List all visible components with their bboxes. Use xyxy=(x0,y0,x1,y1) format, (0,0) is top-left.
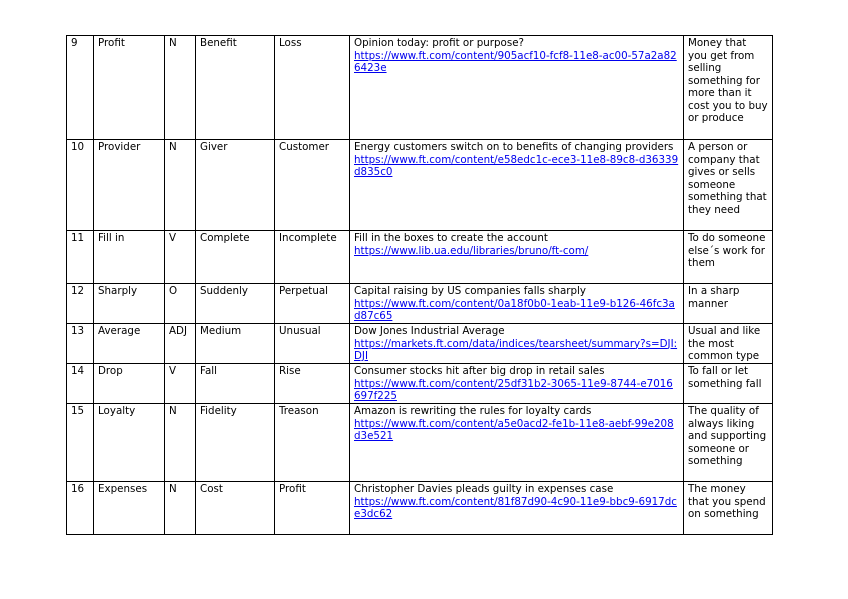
part-of-speech: ADJ xyxy=(165,324,196,364)
part-of-speech: V xyxy=(165,364,196,404)
part-of-speech: N xyxy=(165,140,196,231)
vocabulary-word: Provider xyxy=(94,140,165,231)
table-row xyxy=(67,324,773,364)
example-sentence: Opinion today: profit or purpose? xyxy=(354,37,524,49)
table-row xyxy=(67,404,773,482)
vocabulary-word: Sharply xyxy=(94,284,165,324)
antonym: Unusual xyxy=(275,324,350,364)
row-number: 11 xyxy=(67,231,94,284)
vocabulary-word: Loyalty xyxy=(94,404,165,482)
vocabulary-word: Expenses xyxy=(94,482,165,535)
definition: To fall or let something fall xyxy=(684,364,773,404)
definition: In a sharp manner xyxy=(684,284,773,324)
synonym: Medium xyxy=(196,324,275,364)
example-cell xyxy=(350,284,684,324)
definition: To do someone else´s work for them xyxy=(684,231,773,284)
vocabulary-word: Drop xyxy=(94,364,165,404)
synonym: Cost xyxy=(196,482,275,535)
definition: The money that you spend on something xyxy=(684,482,773,535)
example-sentence: Fill in the boxes to create the account xyxy=(354,232,548,244)
antonym: Loss xyxy=(275,36,350,140)
example-sentence: Energy customers switch on to benefits of changing providers xyxy=(354,141,674,153)
part-of-speech: V xyxy=(165,231,196,284)
part-of-speech: N xyxy=(165,482,196,535)
example-sentence: Consumer stocks hit after big drop in retail sales xyxy=(354,365,605,377)
antonym: Treason xyxy=(275,404,350,482)
table-row xyxy=(67,482,773,535)
definition: Usual and like the most common type xyxy=(684,324,773,364)
vocabulary-word: Profit xyxy=(94,36,165,140)
example-link[interactable]: https://markets.ft.com/data/indices/tearsheet/summary?s=DJI:DJI xyxy=(354,337,678,362)
antonym: Profit xyxy=(275,482,350,535)
table-row xyxy=(67,364,773,404)
example-cell xyxy=(350,324,684,364)
example-cell xyxy=(350,364,684,404)
part-of-speech: O xyxy=(165,284,196,324)
example-cell xyxy=(350,231,684,284)
example-cell xyxy=(350,140,684,231)
table-row xyxy=(67,284,773,324)
table-row xyxy=(67,36,773,140)
antonym: Perpetual xyxy=(275,284,350,324)
example-link[interactable]: https://www.lib.ua.edu/libraries/bruno/ft-com/ xyxy=(354,244,589,257)
row-number: 9 xyxy=(67,36,94,140)
synonym: Giver xyxy=(196,140,275,231)
example-cell xyxy=(350,36,684,140)
row-number: 14 xyxy=(67,364,94,404)
example-link[interactable]: https://www.ft.com/content/0a18f0b0-1eab-11e9-b126-46fc3ad87c65 xyxy=(354,297,675,322)
example-link[interactable]: https://www.ft.com/content/905acf10-fcf8-11e8-ac00-57a2a826423e xyxy=(354,49,677,74)
synonym: Fall xyxy=(196,364,275,404)
example-link[interactable]: https://www.ft.com/content/81f87d90-4c90-11e9-bbc9-6917dce3dc62 xyxy=(354,495,677,520)
vocabulary-word: Average xyxy=(94,324,165,364)
example-link[interactable]: https://www.ft.com/content/25df31b2-3065-11e9-8744-e7016697f225 xyxy=(354,377,673,402)
example-sentence: Amazon is rewriting the rules for loyalty cards xyxy=(354,405,592,417)
part-of-speech: N xyxy=(165,404,196,482)
row-number: 16 xyxy=(67,482,94,535)
definition: The quality of always liking and supporting someone or something xyxy=(684,404,773,482)
table-row xyxy=(67,231,773,284)
example-sentence: Dow Jones Industrial Average xyxy=(354,325,505,337)
vocabulary-word: Fill in xyxy=(94,231,165,284)
example-link[interactable]: https://www.ft.com/content/e58edc1c-ece3-11e8-89c8-d36339d835c0 xyxy=(354,153,679,178)
definition: A person or company that gives or sells someone something that they need xyxy=(684,140,773,231)
vocabulary-table xyxy=(66,35,773,535)
antonym: Rise xyxy=(275,364,350,404)
row-number: 12 xyxy=(67,284,94,324)
example-sentence: Capital raising by US companies falls sharply xyxy=(354,285,587,297)
synonym: Complete xyxy=(196,231,275,284)
synonym: Benefit xyxy=(196,36,275,140)
antonym: Incomplete xyxy=(275,231,350,284)
definition: Money that you get from selling something for more than it cost you to buy or produce xyxy=(684,36,773,140)
example-sentence: Christopher Davies pleads guilty in expenses case xyxy=(354,483,614,495)
row-number: 13 xyxy=(67,324,94,364)
row-number: 10 xyxy=(67,140,94,231)
synonym: Suddenly xyxy=(196,284,275,324)
example-cell xyxy=(350,404,684,482)
row-number: 15 xyxy=(67,404,94,482)
part-of-speech: N xyxy=(165,36,196,140)
synonym: Fidelity xyxy=(196,404,275,482)
table-row xyxy=(67,140,773,231)
example-cell xyxy=(350,482,684,535)
vocabulary-table-body xyxy=(67,36,773,535)
example-link[interactable]: https://www.ft.com/content/a5e0acd2-fe1b-11e8-aebf-99e208d3e521 xyxy=(354,417,674,442)
antonym: Customer xyxy=(275,140,350,231)
